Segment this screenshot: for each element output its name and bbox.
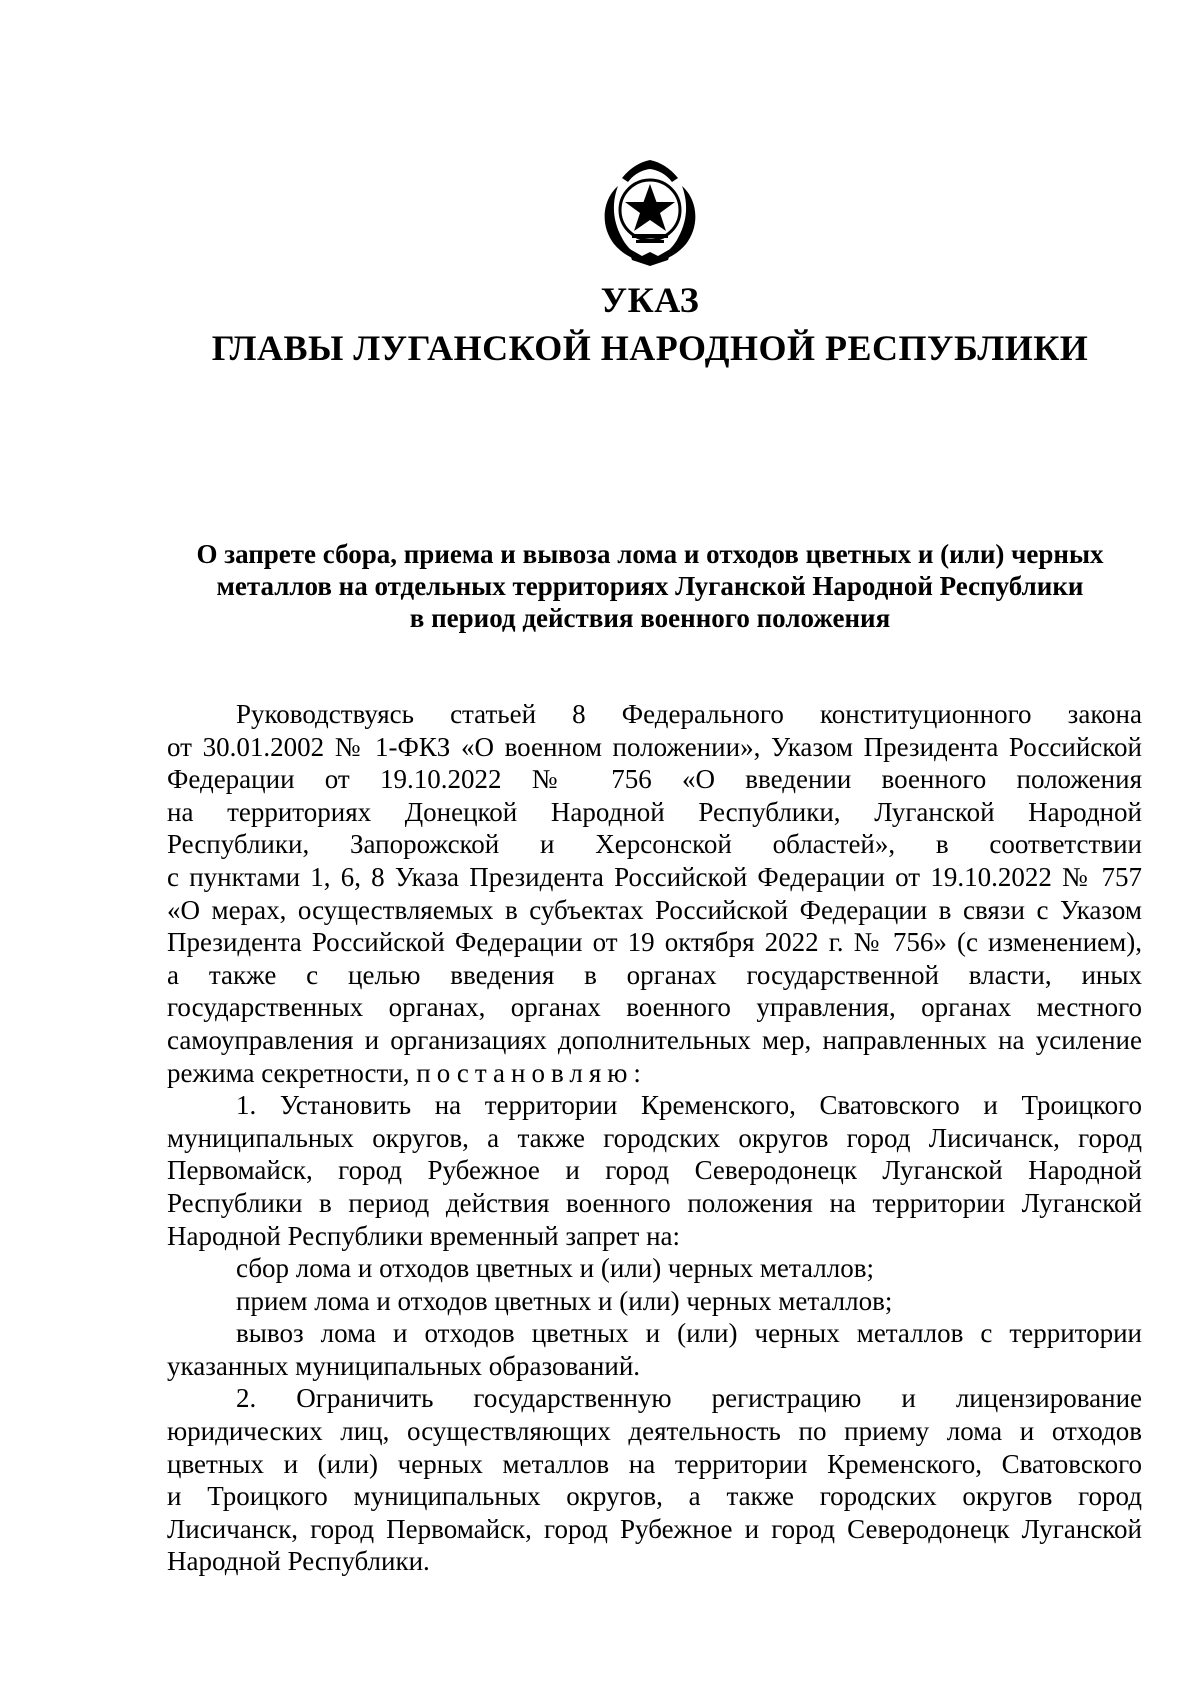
body-line-text: Руководствуясь статьей 8 Федерального конституционного закона (236, 699, 1142, 729)
body-line-text: юридических лиц, осуществляющих деятельность по приему лома и отходов (167, 1416, 1142, 1447)
body-line (167, 1285, 1142, 1318)
body-line-text: Федерации от 19.10.2022 № 756 «О введении военного положения (167, 764, 1142, 795)
body-line-text: самоуправления и организациях дополнительных мер, направленных на усиление (167, 1024, 1142, 1055)
body-line-text: Лисичанск, город Первомайск, город Рубежное и город Северодонецк Луганской (167, 1513, 1142, 1544)
body-line-text: цветных и (или) черных металлов на территории Кременского, Сватовского (167, 1448, 1142, 1479)
body-line-text: а также с целью введения в органах государственной власти, иных (167, 959, 1142, 990)
body-line (167, 1154, 1142, 1187)
body-line (167, 861, 1142, 894)
body-line-text: Народной Республики. (167, 1546, 430, 1577)
body-line-text: 2. Ограничить государственную регистрацию и лицензирование (236, 1383, 1142, 1414)
body-line-text: Республики в период действия военного положения на территории Луганской (167, 1187, 1142, 1218)
body-line (167, 1220, 1142, 1253)
body-line (167, 1480, 1142, 1513)
body-line-spaced-text: постановляю: (416, 1057, 647, 1088)
document-subject (150, 538, 1150, 634)
document-title (150, 276, 1150, 372)
body-line-text: режима секретности, (167, 1057, 417, 1088)
body-line (167, 991, 1142, 1024)
body-line-text: «О мерах, осуществляемых в субъектах Российской Федерации в связи с Указом (167, 894, 1142, 925)
subject-line: в период действия военного положения (409, 603, 891, 633)
body-line (167, 763, 1142, 796)
body-line (167, 1415, 1142, 1448)
body-line (167, 828, 1142, 861)
body-line (167, 1057, 1142, 1090)
body-line-text: с пунктами 1, 6, 8 Указа Президента Российской Федерации от 19.10.2022 № 757 (167, 861, 1142, 892)
body-line (167, 1122, 1142, 1155)
body-line-text: Президента Российской Федерации от 19 октября 2022 г. № 756» (с изменением), (167, 927, 1142, 958)
body-line (167, 959, 1142, 992)
body-line (167, 894, 1142, 927)
body-line (167, 1350, 1142, 1383)
body-line-text: от 30.01.2002 № 1-ФКЗ «О военном положении», Указом Президента Российской (167, 731, 1142, 762)
body-line (167, 926, 1142, 959)
body-line (167, 1317, 1142, 1350)
body-line-text: Первомайск, город Рубежное и город Северодонецк Луганской Народной (167, 1155, 1142, 1186)
body-line-text: прием лома и отходов цветных и (или) черных металлов; (236, 1285, 893, 1316)
body-line-text: государственных органах, органах военного управления, органах местного (167, 992, 1142, 1023)
subject-line: О запрете сбора, приема и вывоза лома и отходов цветных и (или) черных (196, 539, 1104, 569)
body-line-text: вывоз лома и отходов цветных и (или) черных металлов с территории (236, 1318, 1142, 1349)
body-line (167, 1382, 1142, 1415)
body-line (167, 1089, 1142, 1122)
body-line-text: и Троицкого муниципальных округов, а также городских округов город (167, 1481, 1142, 1512)
body-line (167, 796, 1142, 829)
body-line-text: 1. Установить на территории Кременского, Сватовского и Троицкого (236, 1090, 1142, 1121)
body-line (167, 1024, 1142, 1057)
body-line-text: Республики, Запорожской и Херсонской областей», в соответствии (167, 829, 1142, 860)
body-line (167, 1252, 1142, 1285)
subject-line: металлов на отдельных территориях Луганской Народной Республики (216, 571, 1084, 601)
coat-of-arms-icon (588, 148, 712, 272)
body-line-text: указанных муниципальных образований. (167, 1350, 641, 1381)
body-line (167, 731, 1142, 764)
body-line (167, 698, 1142, 731)
body-line (167, 1545, 1142, 1578)
document-body (167, 698, 1142, 1578)
body-line (167, 1187, 1142, 1220)
body-line (167, 1513, 1142, 1546)
body-line-text: на территориях Донецкой Народной Республики, Луганской Народной (167, 796, 1142, 827)
body-line (167, 1448, 1142, 1481)
title-line-1: УКАЗ (600, 280, 700, 320)
body-line-text: Народной Республики временный запрет на: (167, 1220, 681, 1251)
title-line-2: ГЛАВЫ ЛУГАНСКОЙ НАРОДНОЙ РЕСПУБЛИКИ (211, 328, 1089, 368)
body-line-text: сбор лома и отходов цветных и (или) черных металлов; (236, 1253, 874, 1284)
body-line-text: муниципальных округов, а также городских округов город Лисичанск, город (167, 1122, 1142, 1153)
